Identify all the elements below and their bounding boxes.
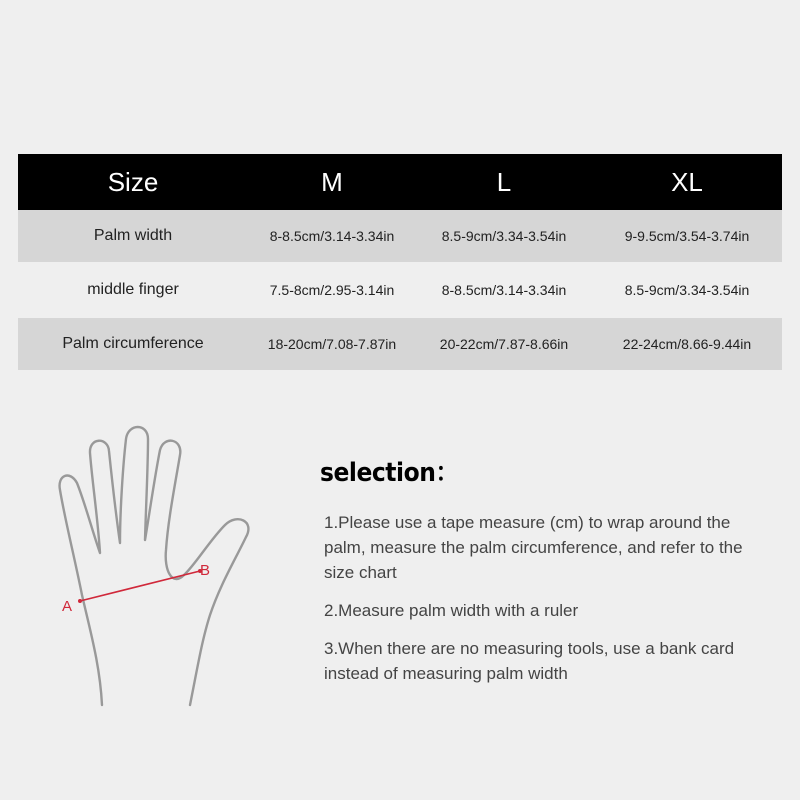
header-m: M <box>321 166 343 197</box>
size-table <box>18 154 782 370</box>
cell-xl: 9-9.5cm/3.54-3.74in <box>624 228 750 244</box>
instruction-2: 2.Measure palm width with a ruler <box>324 601 579 620</box>
instruction-3: 3.When there are no measuring tools, use a bank card instead of measuring palm width <box>324 639 735 683</box>
cell-l: 8-8.5cm/3.14-3.34in <box>441 282 567 298</box>
cell-m: 7.5-8cm/2.95-3.14in <box>269 282 395 298</box>
point-a-dot <box>78 599 82 603</box>
selection-title: selection： <box>320 458 459 488</box>
cell-l: 20-22cm/7.87-8.66in <box>439 336 569 352</box>
row-label: Palm circumference <box>62 335 204 352</box>
cell-l: 8.5-9cm/3.34-3.54in <box>441 228 567 244</box>
row-label: Palm width <box>93 227 173 244</box>
cell-m: 8-8.5cm/3.14-3.34in <box>269 228 395 244</box>
hand-outline-icon <box>60 427 249 705</box>
header-xl: XL <box>671 166 703 197</box>
table-header-row <box>18 154 782 210</box>
table-row-palm-circumference <box>18 318 782 370</box>
cell-xl: 22-24cm/8.66-9.44in <box>622 336 752 352</box>
point-b-label: B <box>200 562 211 579</box>
table-row-middle-finger <box>18 262 782 318</box>
hand-diagram <box>50 425 270 725</box>
cell-xl: 8.5-9cm/3.34-3.54in <box>624 282 750 298</box>
header-size: Size <box>107 166 159 197</box>
point-a-label: A <box>62 598 73 615</box>
header-l: L <box>496 166 512 197</box>
table-row-palm-width <box>18 210 782 262</box>
cell-m: 18-20cm/7.08-7.87in <box>267 336 397 352</box>
row-label: middle finger <box>87 281 179 298</box>
instruction-1: 1.Please use a tape measure (cm) to wrap around the palm, measure the palm circumference, and refer to the size chart <box>324 513 743 582</box>
measure-line <box>80 571 200 601</box>
